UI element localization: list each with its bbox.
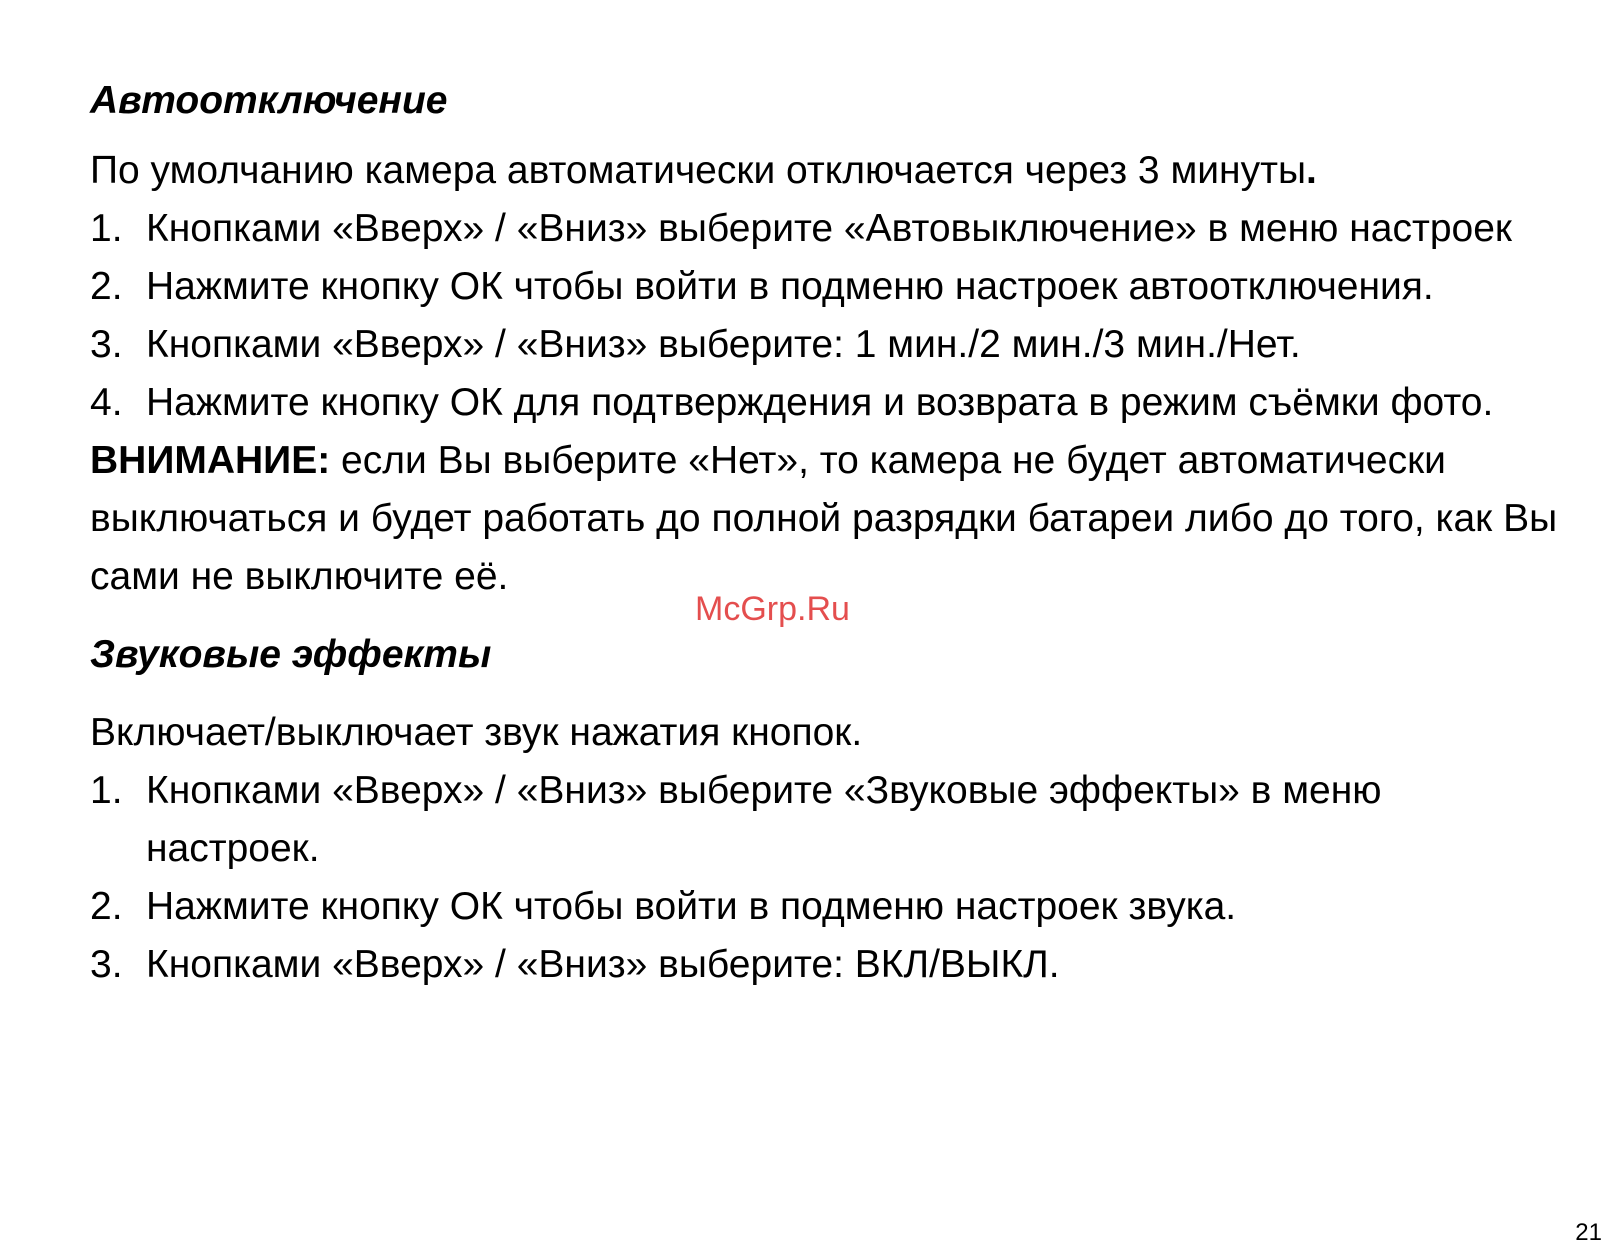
- watermark: McGrp.Ru: [695, 590, 850, 628]
- document-page: [90, 70, 1590, 994]
- step-text: Нажмите кнопку ОК для подтверждения и возврата в режим съёмки фото.: [146, 381, 1494, 424]
- step-number: 2.: [90, 885, 123, 928]
- autooff-intro-end: .: [1306, 149, 1317, 192]
- step-number: 1.: [90, 207, 123, 250]
- step-text: Кнопками «Вверх» / «Вниз» выберите «Звуковые эффекты» в меню настроек.: [146, 769, 1382, 870]
- page-number: 21: [1575, 1219, 1602, 1246]
- autooff-heading: Автоотключение: [90, 79, 448, 122]
- step-number: 2.: [90, 265, 123, 308]
- list-item: [90, 878, 1590, 936]
- sound-intro: Включает/выключает звук нажатия кнопок.: [90, 711, 863, 754]
- step-text: Кнопками «Вверх» / «Вниз» выберите «Автовыключение» в меню настроек: [146, 207, 1512, 250]
- autooff-steps: [90, 200, 1590, 432]
- autooff-warning: [90, 432, 1590, 606]
- list-item: [90, 316, 1590, 374]
- list-item: [90, 200, 1590, 258]
- warning-text: если Вы выберите «Нет», то камера не будет автоматически выключаться и будет работать до полной разрядки батареи либо до того, как Вы сами не выключите её.: [90, 439, 1558, 598]
- step-text: Кнопками «Вверх» / «Вниз» выберите: 1 мин./2 мин./3 мин./Нет.: [146, 323, 1301, 366]
- warning-label: ВНИМАНИЕ:: [90, 439, 331, 482]
- step-number: 4.: [90, 381, 123, 424]
- list-item: [90, 936, 1590, 994]
- list-item: [90, 762, 1590, 878]
- step-number: 1.: [90, 769, 123, 812]
- step-number: 3.: [90, 323, 123, 366]
- list-item: [90, 258, 1590, 316]
- autooff-intro-text: По умолчанию камера автоматически отключается через 3 минуты: [90, 149, 1306, 192]
- step-number: 3.: [90, 943, 123, 986]
- autooff-intro: [90, 142, 1590, 200]
- list-item: [90, 374, 1590, 432]
- sound-steps: [90, 762, 1590, 994]
- step-text: Кнопками «Вверх» / «Вниз» выберите: ВКЛ/ВЫКЛ.: [146, 943, 1060, 986]
- step-text: Нажмите кнопку ОК чтобы войти в подменю настроек звука.: [146, 885, 1237, 928]
- sound-heading: Звуковые эффекты: [90, 633, 492, 676]
- step-text: Нажмите кнопку ОК чтобы войти в подменю настроек автоотключения.: [146, 265, 1434, 308]
